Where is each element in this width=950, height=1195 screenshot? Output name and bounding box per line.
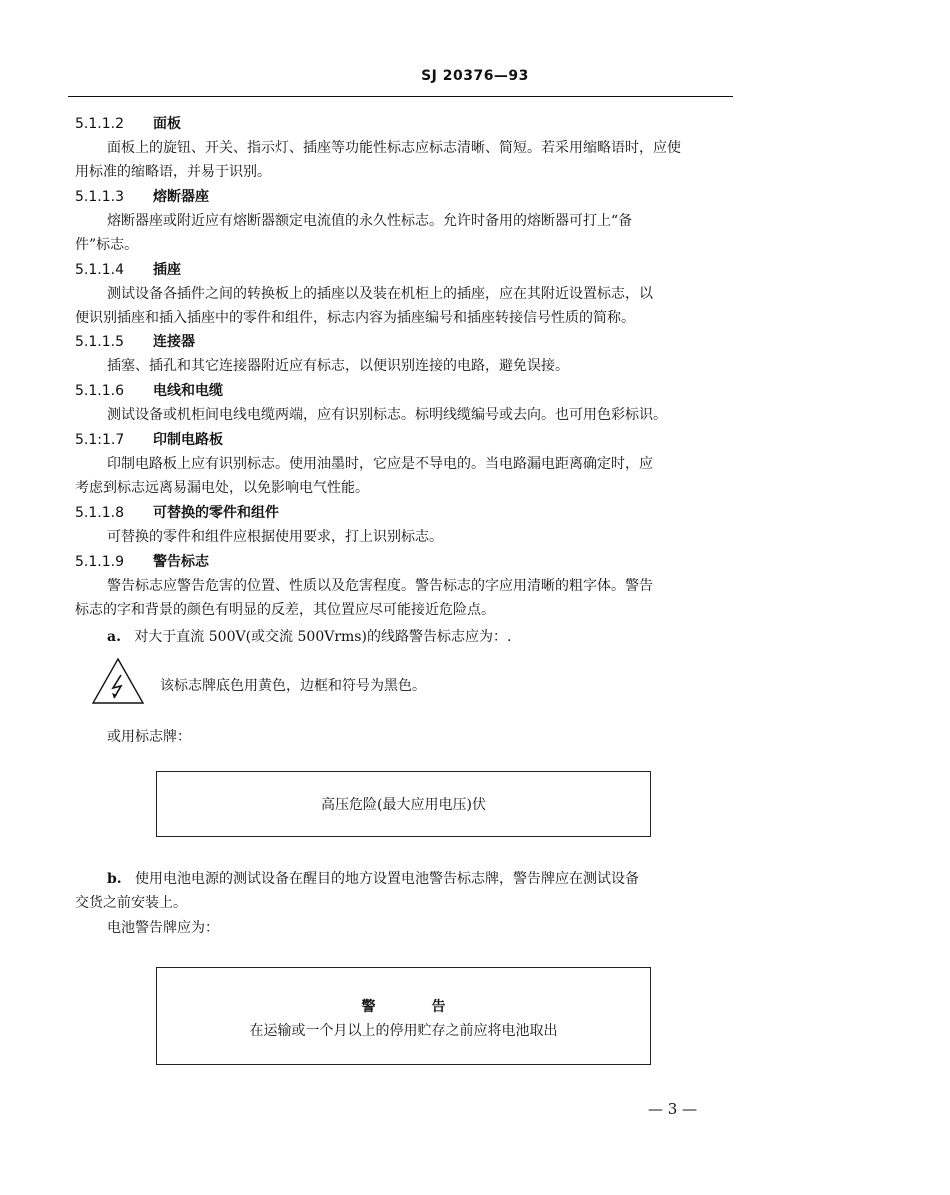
section-number: 5.1.1.6 bbox=[75, 383, 124, 399]
section-heading bbox=[75, 114, 181, 134]
alternate-sign-label: 或用标志牌： bbox=[107, 729, 191, 745]
list-item-text: 对大于直流 500V(或交流 500Vrms)的线路警告标志应为：. bbox=[134, 629, 512, 645]
section-title: 面板 bbox=[153, 116, 181, 132]
paragraph-line: 交货之前安装上。 bbox=[75, 895, 187, 911]
high-voltage-sign-text: 高压危险(最大应用电压)伏 bbox=[321, 797, 486, 813]
paragraph-line: 便识别插座和插入插座中的零件和组件，标志内容为插座编号和插座转接信号性质的简称。 bbox=[75, 310, 635, 326]
battery-warning-sign-box bbox=[156, 967, 651, 1065]
warning-sign-note: 该标志牌底色用黄色，边框和符号为黑色。 bbox=[160, 678, 426, 694]
document-code: SJ 20376—93 bbox=[421, 68, 529, 84]
section-number: 5.1.1.5 bbox=[75, 334, 124, 350]
section-number: 5.1.1.9 bbox=[75, 554, 124, 570]
section-title: 警告标志 bbox=[153, 554, 209, 570]
list-item-a bbox=[107, 627, 511, 647]
section-number: 5.1.1.4 bbox=[75, 262, 124, 278]
section-title: 可替换的零件和组件 bbox=[153, 505, 279, 521]
section-number: 5.1:1.7 bbox=[75, 432, 125, 448]
battery-warning-title bbox=[157, 996, 650, 1016]
section-heading bbox=[75, 552, 209, 572]
section-number: 5.1.1.2 bbox=[75, 116, 124, 132]
list-item-text: 使用电池电源的测试设备在醒目的地方设置电池警告标志牌，警告牌应在测试设备 bbox=[135, 871, 640, 887]
section-title: 印制电路板 bbox=[153, 432, 223, 448]
paragraph-line: 警告标志应警告危害的位置、性质以及危害程度。警告标志的字应用清晰的粗字体。警告 bbox=[107, 578, 653, 594]
section-heading bbox=[75, 260, 181, 280]
paragraph-line: 标志的字和背景的颜色有明显的反差，其位置应尽可能接近危险点。 bbox=[75, 602, 495, 618]
paragraph-line: 印制电路板上应有识别标志。使用油墨时，它应是不导电的。当电路漏电距离确定时，应 bbox=[107, 456, 653, 472]
section-title: 熔断器座 bbox=[153, 189, 209, 205]
paragraph-line: 插塞、插孔和其它连接器附近应有标志，以便识别连接的电路，避免误接。 bbox=[107, 358, 569, 374]
paragraph-line: 用标准的缩略语，并易于识别。 bbox=[75, 164, 271, 180]
battery-sign-intro: 电池警告牌应为： bbox=[107, 920, 219, 936]
paragraph-line: 测试设备或机柜间电线电缆两端，应有识别标志。标明线缆编号或去向。也可用色彩标识。 bbox=[107, 407, 667, 423]
warning-char: 警 bbox=[361, 999, 376, 1015]
section-heading bbox=[75, 503, 279, 523]
paragraph-line: 考虑到标志远离易漏电处，以免影响电气性能。 bbox=[75, 480, 369, 496]
list-marker: b. bbox=[107, 871, 122, 887]
paragraph-line: 可替换的零件和组件应根据使用要求，打上识别标志。 bbox=[107, 529, 443, 545]
warning-char: 告 bbox=[431, 999, 446, 1015]
section-number: 5.1.1.8 bbox=[75, 505, 124, 521]
paragraph-line: 面板上的旋钮、开关、指示灯、插座等功能性标志应标志清晰、简短。若采用缩略语时，应使 bbox=[107, 140, 681, 156]
section-heading bbox=[75, 381, 223, 401]
list-marker: a. bbox=[107, 629, 121, 645]
section-heading bbox=[75, 332, 195, 352]
section-number: 5.1.1.3 bbox=[75, 189, 124, 205]
section-heading bbox=[75, 187, 209, 207]
paragraph-line: 件”标志。 bbox=[75, 237, 139, 253]
page-number: — 3 — bbox=[648, 1100, 698, 1118]
paragraph-line: 熔断器座或附近应有熔断器额定电流值的永久性标志。允许时备用的熔断器可打上“备 bbox=[107, 213, 633, 229]
list-item-b bbox=[107, 869, 639, 889]
section-title: 电线和电缆 bbox=[153, 383, 223, 399]
section-title: 插座 bbox=[153, 262, 181, 278]
paragraph-line: 测试设备各插件之间的转换板上的插座以及装在机柜上的插座，应在其附近设置标志，以 bbox=[107, 286, 653, 302]
section-title: 连接器 bbox=[153, 334, 195, 350]
header-rule bbox=[68, 96, 733, 97]
battery-warning-text: 在运输或一个月以上的停用贮存之前应将电池取出 bbox=[249, 1023, 558, 1039]
high-voltage-warning-icon bbox=[90, 656, 146, 706]
high-voltage-sign-box bbox=[156, 771, 651, 837]
section-heading bbox=[75, 430, 223, 450]
